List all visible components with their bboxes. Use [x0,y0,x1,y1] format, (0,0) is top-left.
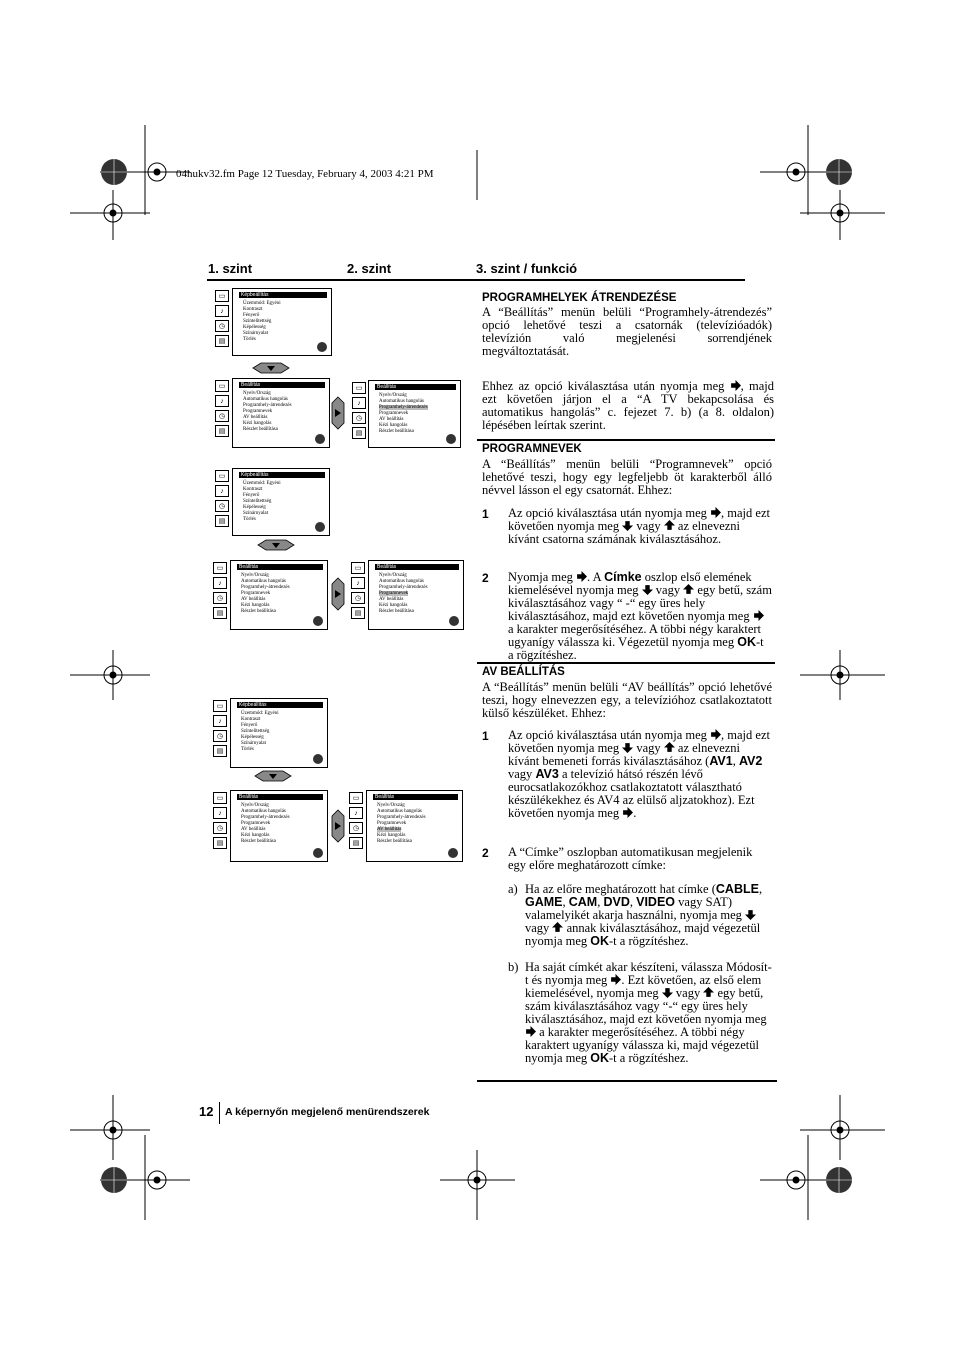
up-arrow-icon [683,584,694,595]
down-arrow-icon [642,584,653,595]
menu-item: AV beállítás [379,417,404,422]
menu-item-highlighted: AV beállítás [377,827,402,832]
list-item-a: Ha az előre meghatározott hat címke (CABLE, GAME, CAM, DVD, VIDEO vagy SAT) valamelyikét akarja használni, nyomja meg vagy annak kiválasztásához, majd végezetül nyomja meg OK-t a rögzítéshez. [525,882,763,948]
section-end-rule [477,1080,777,1082]
step-number: 1 [482,729,489,743]
menu-item: Kézi hangolás [379,603,408,608]
menu-item: Kézi hangolás [241,833,270,838]
menu-item: Üzemmód: Egyéni [243,301,281,306]
menu-item: Programnevek [377,821,407,826]
menu-item: Törlés [241,747,254,752]
right-arrow-icon [525,1026,536,1037]
menu-item: Részlet beállítása [241,839,276,844]
ok-icon [448,848,458,858]
menu-item: Részlet beállítása [377,839,412,844]
level-1-heading: 1. szint [208,261,253,276]
menu-icon-column: ▭ ♪ ◷ ▤ [213,700,227,760]
menu-item: Kontraszt [243,307,263,312]
menu-icon-column: ▭ ♪ ◷ ▤ [215,290,229,350]
right-arrow-icon [710,507,721,518]
menu-icon-column: ▭ ♪ ◷ ▤ [213,562,227,622]
menu-item: Programnevek [379,411,409,416]
ok-icon [313,848,323,858]
menu-item: Színárnyalat [241,741,266,746]
menu-icon-column: ▭ ♪ ◷ ▤ [349,792,363,852]
menu-item: Részlet beállítása [379,429,414,434]
menu-icon-column: ▭ ♪ ◷ ▤ [213,792,227,852]
page-number: 12 [199,1104,214,1119]
menu-item: Automatikus hangolás [241,809,286,814]
menu-item: Automatikus hangolás [241,579,286,584]
menu-item: Törlés [243,517,256,522]
picture-menu-screen [232,288,332,356]
menu-item: Programhely-átrendezés [243,403,292,408]
menu-item: Nyelv/Ország [241,803,269,808]
setup-menu-screen [232,378,330,448]
ok-icon [313,754,323,764]
section-paragraph: Ehhez az opció kiválasztása után nyomja meg , majd ezt követően járjon el a “A TV bekapcsolása és automatikus hangolás” c. fejezet 7. b) (a 8. oldalon) lépésében leírtak szerint. [482,379,774,432]
section-divider [477,662,775,664]
menu-item: Képélesség [241,735,264,740]
setup-menu-level2-screen [366,790,463,862]
menu-item: Kézi hangolás [241,603,270,608]
menu-title: Képbeállítás [237,702,323,708]
ok-icon [317,342,327,352]
menu-item: Programhely-átrendezés [241,815,290,820]
down-arrow-icon [622,520,633,531]
right-arrow-icon [610,974,621,985]
menu-title: Képbeállítás [239,292,327,298]
menu-item-highlighted: Programnevek [379,591,409,596]
ok-icon [449,616,459,626]
menu-item: Képélesség [243,325,266,330]
menu-title: Beállítás [375,564,459,570]
picture-menu-screen [230,698,328,768]
step-text: Az opció kiválasztása után nyomja meg , majd ezt követően nyomja meg vagy az elnevezni kívánt bemeneti forrás kiválasztásához (AV1, AV2 vagy AV3 a televízió hátsó részén lévő eurocsatlakozókhoz csatlakoztatott választható készülékekhez és AV4 az elülső aljzatokhoz). Ezt követően nyomja meg . [508,728,770,820]
up-arrow-icon [664,520,675,531]
step-number: 1 [482,507,489,521]
right-arrow-icon [622,807,633,818]
menu-item: Színtelítettség [243,499,272,504]
menu-item: Kézi hangolás [377,833,406,838]
menu-item: Részlet beállítása [379,609,414,614]
menu-item: Üzemmód: Egyéni [241,711,279,716]
menu-item: Automatikus hangolás [243,397,288,402]
step-number: 2 [482,571,489,585]
down-arrow-icon [622,742,633,753]
right-arrow-icon [710,729,721,740]
right-arrow-icon [730,380,741,391]
menu-item: Programhely-átrendezés [377,815,426,820]
menu-item: Nyelv/Ország [377,803,405,808]
setup-menu-level2-screen [368,560,464,630]
up-arrow-icon [664,742,675,753]
menu-item: Nyelv/Ország [379,573,407,578]
menu-item: Színtelítettség [243,319,272,324]
menu-item-highlighted: Programhely-átrendezés [379,405,428,410]
menu-item: Programhely-átrendezés [241,585,290,590]
menu-item: Nyelv/Ország [241,573,269,578]
menu-icon-column: ▭ ♪ ◷ ▤ [351,562,365,622]
step-text: A “Címke” oszlopban automatikusan megjelenik egy előre meghatározott címke: [508,845,753,872]
menu-item: Programnevek [241,821,271,826]
menu-item: Képélesség [243,505,266,510]
setup-menu-level2-screen [368,380,461,448]
menu-item: Kézi hangolás [243,421,272,426]
ok-icon [315,522,325,532]
section-title-av-beallitas: AV BEÁLLÍTÁS [482,666,565,678]
menu-item: AV beállítás [241,597,266,602]
step-number: 2 [482,846,489,860]
menu-item: Törlés [243,337,256,342]
menu-item: Nyelv/Ország [379,393,407,398]
menu-item: Kontraszt [241,717,261,722]
menu-item: Színtelítettség [241,729,270,734]
header-rule [207,279,745,281]
level-2-heading: 2. szint [347,261,392,276]
picture-menu-screen [232,468,330,536]
menu-item: Programhely-átrendezés [379,585,428,590]
menu-title: Beállítás [373,794,458,800]
menu-title: Beállítás [239,382,325,388]
right-arrow-icon [753,610,764,621]
section-paragraph: A “Beállítás” menün belüli “Programhely-átrendezés” opció lehetővé teszi a csatornák (televízióadók) televízión való megjelenési sorrendjének megváltoztatását. [482,305,772,358]
menu-item: AV beállítás [241,827,266,832]
menu-item: Automatikus hangolás [379,399,424,404]
section-paragraph: A “Beállítás” menün belüli “AV beállítás” opció lehetővé teszi, hogy elnevezzen egy, a televízióhoz csatlakoztatott külső készüléket. Ehhez: [482,680,772,720]
menu-item: Fényerő [241,723,258,728]
list-item-b: Ha saját címkét akar készíteni, válassza Módosít-t és nyomja meg . Ezt követően, az első elem kiemelésével, nyomja meg vagy egy betű, szám kiválasztásához vagy “-“ egy üres hely kiválasztásához, majd ezt követően nyomja meg a karakter megerősítéséhez. A többi négy karaktert ugyanígy válassza ki, majd végezetül nyomja meg OK-t a rögzítéshez. [525,960,772,1065]
menu-icon-column: ▭ ♪ ◷ ▤ [352,382,366,442]
right-nav-icon [331,576,345,612]
list-label-a: a) [508,882,518,896]
menu-item: Kézi hangolás [379,423,408,428]
menu-item: Nyelv/Ország [243,391,271,396]
down-nav-icon [253,770,293,782]
right-arrow-icon [576,571,587,582]
step-text: Nyomja meg . A Címke oszlop első elemének kiemelésével nyomja meg vagy egy betű, szám kiválasztásához vagy “ -“ egy üres hely kiválasztásához, majd ezt követően nyomja meg a karakter megerősítéséhez. A többi négy karaktert ugyanígy válassza ki. Végezetül nyomja meg OK-t a rögzítéshez. [508,570,772,662]
section-divider [477,439,775,441]
menu-item: AV beállítás [243,415,268,420]
down-nav-icon [251,362,291,374]
up-arrow-icon [703,987,714,998]
right-nav-icon [331,395,345,431]
right-nav-icon [331,808,345,844]
menu-item: AV beállítás [379,597,404,602]
menu-title: Beállítás [237,564,323,570]
ok-icon [315,434,325,444]
section-title-programhelyek: PROGRAMHELYEK ÁTRENDEZÉSE [482,292,677,304]
list-label-b: b) [508,960,519,974]
menu-item: Fényerő [243,493,260,498]
footer-title: A képernyőn megjelenő menürendszerek [225,1106,430,1118]
section-title-programnevek: PROGRAMNEVEK [482,443,582,455]
menu-title: Beállítás [375,384,456,390]
menu-icon-column: ▭ ♪ ◷ ▤ [215,470,229,530]
down-nav-icon [256,539,296,551]
menu-item: Színárnyalat [243,331,268,336]
menu-item: Programnevek [241,591,271,596]
section-paragraph: A “Beállítás” menün belüli “Programnevek” opció lehetővé teszi, hogy egy legfeljebb öt karakterből álló névvel lásson el egy csatornát. Ehhez: [482,457,772,497]
menu-item: Kontraszt [243,487,263,492]
file-header: 04hukv32.fm Page 12 Tuesday, February 4, 2003 4:21 PM [176,168,434,180]
menu-item: Fényerő [243,313,260,318]
menu-title: Képbeállítás [239,472,325,478]
down-arrow-icon [745,909,756,920]
menu-item: Automatikus hangolás [379,579,424,584]
menu-item: Színárnyalat [243,511,268,516]
down-arrow-icon [662,987,673,998]
menu-icon-column: ▭ ♪ ◷ ▤ [215,380,229,440]
ok-icon [313,616,323,626]
setup-menu-screen [230,560,328,630]
menu-item: Részlet beállítása [243,427,278,432]
footer-divider [219,1102,220,1124]
menu-title: Beállítás [237,794,323,800]
up-arrow-icon [552,922,563,933]
menu-item: Programnevek [243,409,273,414]
menu-item: Automatikus hangolás [377,809,422,814]
ok-icon [446,434,456,444]
level-3-heading: 3. szint / funkció [476,261,578,276]
setup-menu-screen [230,790,328,862]
menu-item: Üzemmód: Egyéni [243,481,281,486]
step-text: Az opció kiválasztása után nyomja meg , majd ezt követően nyomja meg vagy az elnevezni kívánt csatorna számának kiválasztásához. [508,506,770,546]
menu-item: Részlet beállítása [241,609,276,614]
